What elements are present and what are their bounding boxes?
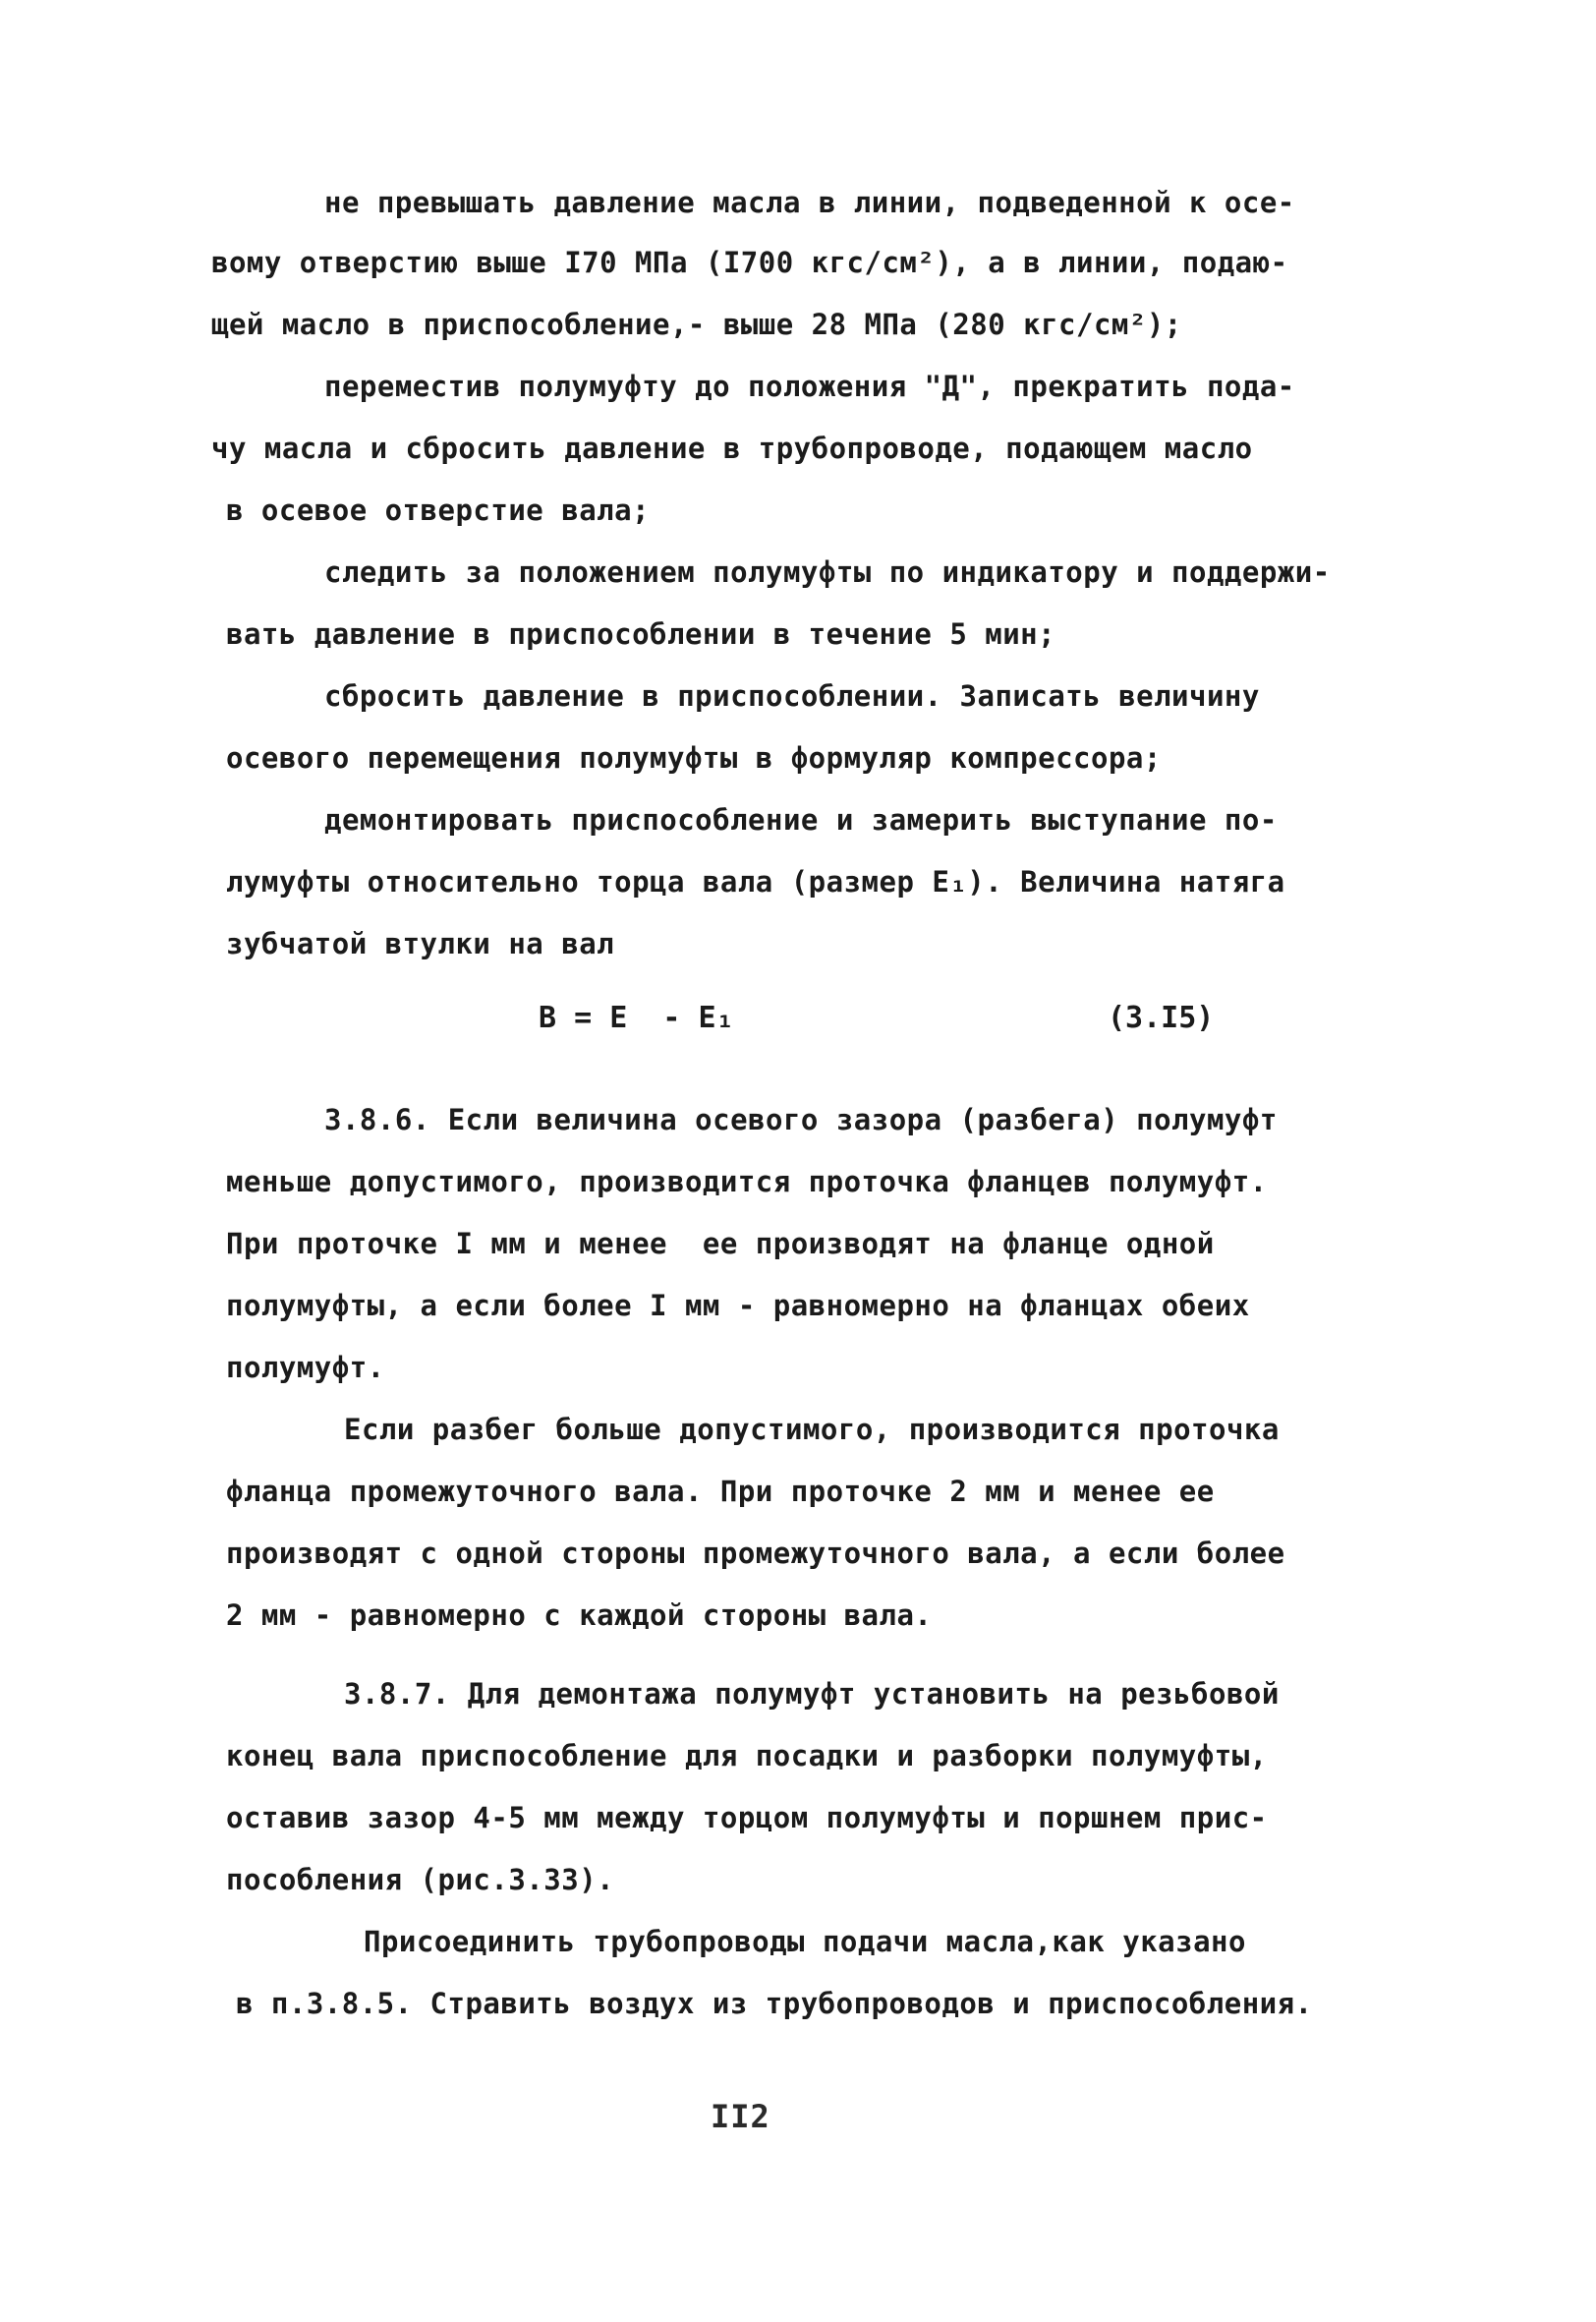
text-line: полумуфты, а если более I мм - равномерно на фланцах обеих xyxy=(226,1289,1250,1322)
text-line: 3.8.7. Для демонтажа полумуфт установить на резьбовой xyxy=(344,1677,1280,1711)
text-line: полумуфт. xyxy=(226,1351,385,1384)
text-line: переместив полумуфту до положения "Д", прекратить пода- xyxy=(324,370,1295,403)
text-line: вать давление в приспособлении в течение 5 мин; xyxy=(226,617,1056,651)
text-line: демонтировать приспособление и замерить выступание по- xyxy=(324,803,1278,837)
text-line: в осевое отверстие вала; xyxy=(226,493,651,527)
text-line: чу масла и сбросить давление в трубопроводе, подающем масло xyxy=(211,432,1253,465)
text-line: пособления (рис.3.33). xyxy=(226,1863,615,1896)
text-line: сбросить давление в приспособлении. Записать величину xyxy=(324,679,1260,713)
text-line: оставив зазор 4-5 мм между торцом полумуфты и поршнем прис- xyxy=(226,1801,1268,1834)
text-line: фланца промежуточного вала. При проточке 2 мм и менее ее xyxy=(226,1475,1215,1508)
text-line: в п.3.8.5. Стравить воздух из трубопроводов и приспособления. xyxy=(236,1987,1313,2020)
text-line: осевого перемещения полумуфты в формуляр компрессора; xyxy=(226,741,1162,775)
text-line: 2 мм - равномерно с каждой стороны вала. xyxy=(226,1598,933,1632)
text-line: щей масло в приспособление,- выше 28 МПа (280 кгс/см²); xyxy=(211,308,1182,341)
text-line: вому отверстию выше I70 МПа (I700 кгс/см²), а в линии, подаю- xyxy=(211,246,1288,279)
text-line: Присоединить трубопроводы подачи масла,как указано xyxy=(364,1925,1246,1958)
text-line: зубчатой втулки на вал xyxy=(226,927,615,960)
formula-number: (3.I5) xyxy=(1108,1001,1215,1035)
text-line: не превышать давление масла в линии, подведенной к осе- xyxy=(324,186,1295,219)
text-line: следить за положением полумуфты по индикатору и поддержи- xyxy=(324,555,1331,589)
page-number: II2 xyxy=(711,2098,770,2135)
text-line: конец вала приспособление для посадки и разборки полумуфты, xyxy=(226,1739,1268,1772)
formula: B = E - E₁ xyxy=(539,1001,734,1035)
text-line: При проточке I мм и менее ее производят на фланце одной xyxy=(226,1227,1215,1260)
text-line: меньше допустимого, производится проточка фланцев полумуфт. xyxy=(226,1165,1268,1198)
text-line: производят с одной стороны промежуточного вала, а если более xyxy=(226,1537,1285,1570)
text-line: Если разбег больше допустимого, производится проточка xyxy=(344,1413,1280,1446)
text-line: лумуфты относительно торца вала (размер E₁). Величина натяга xyxy=(226,865,1285,899)
text-line: 3.8.6. Если величина осевого зазора (разбега) полумуфт xyxy=(324,1103,1278,1136)
